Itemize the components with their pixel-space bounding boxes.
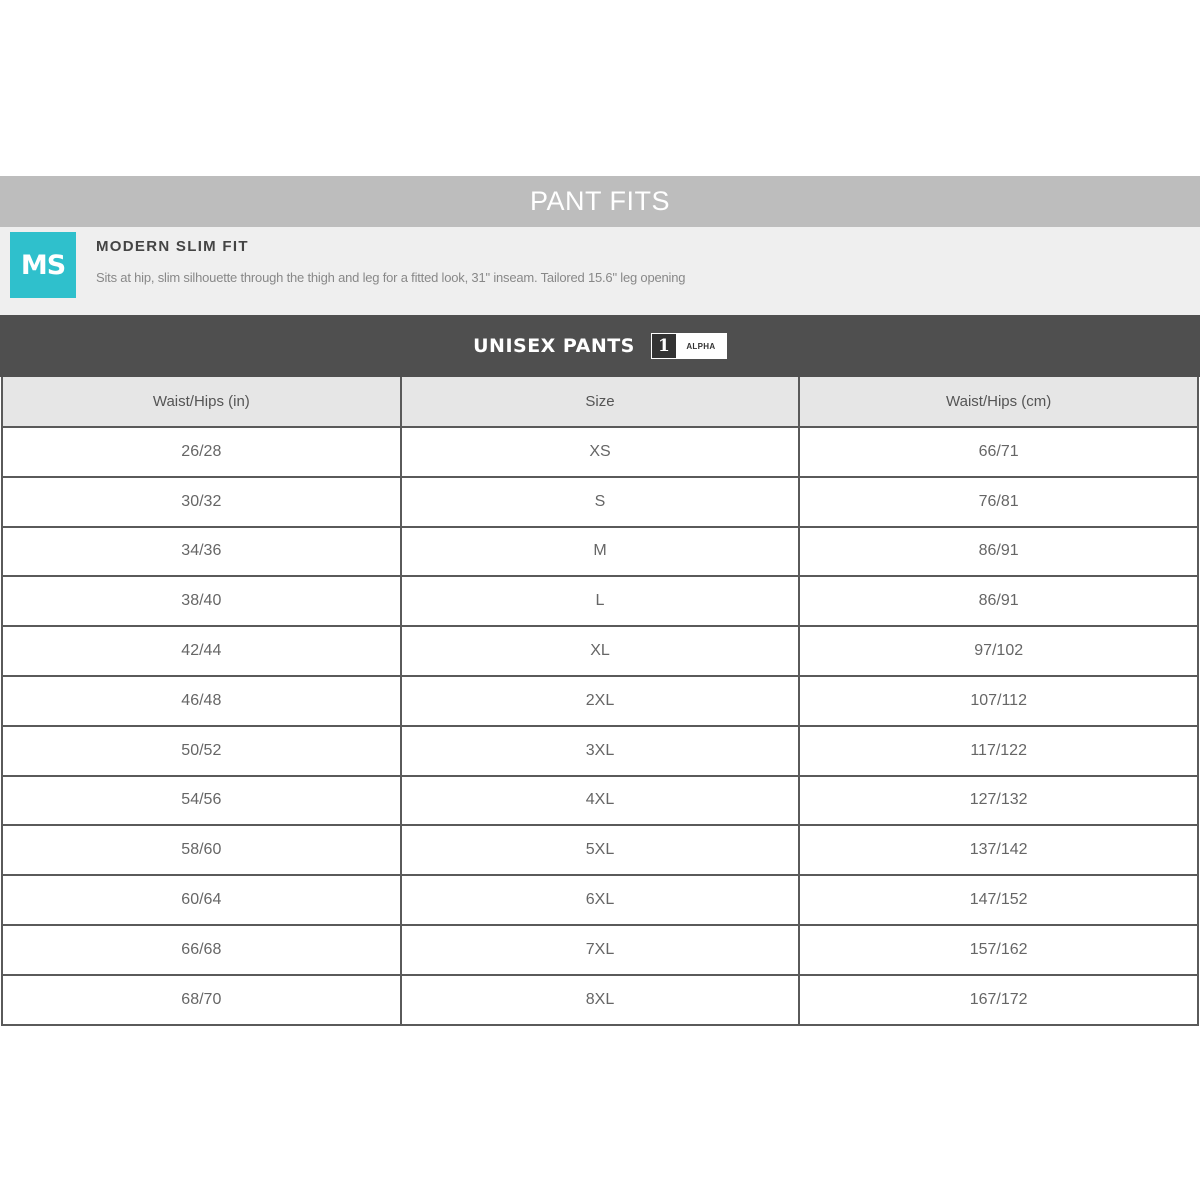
pant-fits-banner bbox=[0, 176, 1200, 227]
cell-waist-in: 30/32 bbox=[2, 477, 401, 527]
size-tag-number: 1 bbox=[652, 334, 676, 358]
cell-waist-cm: 167/172 bbox=[799, 975, 1198, 1025]
cell-waist-cm: 157/162 bbox=[799, 925, 1198, 975]
cell-waist-in: 26/28 bbox=[2, 427, 401, 477]
cell-waist-cm: 97/102 bbox=[799, 626, 1198, 676]
cell-waist-in: 34/36 bbox=[2, 527, 401, 577]
cell-size: 2XL bbox=[401, 676, 800, 726]
table-row bbox=[2, 875, 1198, 925]
size-tag-label: ALPHA bbox=[676, 334, 726, 358]
section-title: UNISEX PANTS bbox=[473, 335, 635, 357]
header-size: Size bbox=[401, 377, 800, 427]
table-body bbox=[2, 427, 1198, 1025]
table-row bbox=[2, 527, 1198, 577]
cell-waist-in: 46/48 bbox=[2, 676, 401, 726]
table-row bbox=[2, 626, 1198, 676]
cell-waist-cm: 117/122 bbox=[799, 726, 1198, 776]
table-row bbox=[2, 825, 1198, 875]
table-row bbox=[2, 576, 1198, 626]
table-row bbox=[2, 925, 1198, 975]
section-header bbox=[0, 315, 1200, 377]
cell-size: 3XL bbox=[401, 726, 800, 776]
cell-waist-in: 60/64 bbox=[2, 875, 401, 925]
cell-size: L bbox=[401, 576, 800, 626]
cell-size: M bbox=[401, 527, 800, 577]
table-row bbox=[2, 477, 1198, 527]
cell-waist-cm: 86/91 bbox=[799, 527, 1198, 577]
fit-name: MODERN SLIM FIT bbox=[96, 238, 249, 255]
cell-size: S bbox=[401, 477, 800, 527]
header-waist-cm: Waist/Hips (cm) bbox=[799, 377, 1198, 427]
cell-waist-in: 68/70 bbox=[2, 975, 401, 1025]
cell-waist-in: 42/44 bbox=[2, 626, 401, 676]
cell-size: 5XL bbox=[401, 825, 800, 875]
cell-waist-cm: 107/112 bbox=[799, 676, 1198, 726]
cell-size: 8XL bbox=[401, 975, 800, 1025]
banner-title: PANT FITS bbox=[529, 186, 670, 216]
table-header-row bbox=[2, 377, 1198, 427]
fit-description-row bbox=[0, 227, 1200, 315]
cell-size: XS bbox=[401, 427, 800, 477]
cell-waist-in: 38/40 bbox=[2, 576, 401, 626]
cell-waist-cm: 66/71 bbox=[799, 427, 1198, 477]
fit-badge-icon: MS bbox=[10, 232, 76, 298]
cell-waist-cm: 137/142 bbox=[799, 825, 1198, 875]
cell-waist-in: 66/68 bbox=[2, 925, 401, 975]
cell-waist-in: 50/52 bbox=[2, 726, 401, 776]
table-row bbox=[2, 427, 1198, 477]
cell-waist-cm: 86/91 bbox=[799, 576, 1198, 626]
table-row bbox=[2, 676, 1198, 726]
cell-size: XL bbox=[401, 626, 800, 676]
table-row bbox=[2, 975, 1198, 1025]
alpha-size-tag bbox=[651, 333, 727, 359]
cell-size: 6XL bbox=[401, 875, 800, 925]
cell-waist-cm: 127/132 bbox=[799, 776, 1198, 826]
cell-waist-cm: 147/152 bbox=[799, 875, 1198, 925]
fit-description: Sits at hip, slim silhouette through the thigh and leg for a fitted look, 31" inseam. Tailored 15.6" leg opening bbox=[96, 270, 686, 285]
cell-waist-in: 54/56 bbox=[2, 776, 401, 826]
cell-waist-cm: 76/81 bbox=[799, 477, 1198, 527]
cell-size: 4XL bbox=[401, 776, 800, 826]
header-waist-in: Waist/Hips (in) bbox=[2, 377, 401, 427]
cell-waist-in: 58/60 bbox=[2, 825, 401, 875]
cell-size: 7XL bbox=[401, 925, 800, 975]
size-table bbox=[1, 377, 1199, 1026]
table-row bbox=[2, 776, 1198, 826]
table-row bbox=[2, 726, 1198, 776]
